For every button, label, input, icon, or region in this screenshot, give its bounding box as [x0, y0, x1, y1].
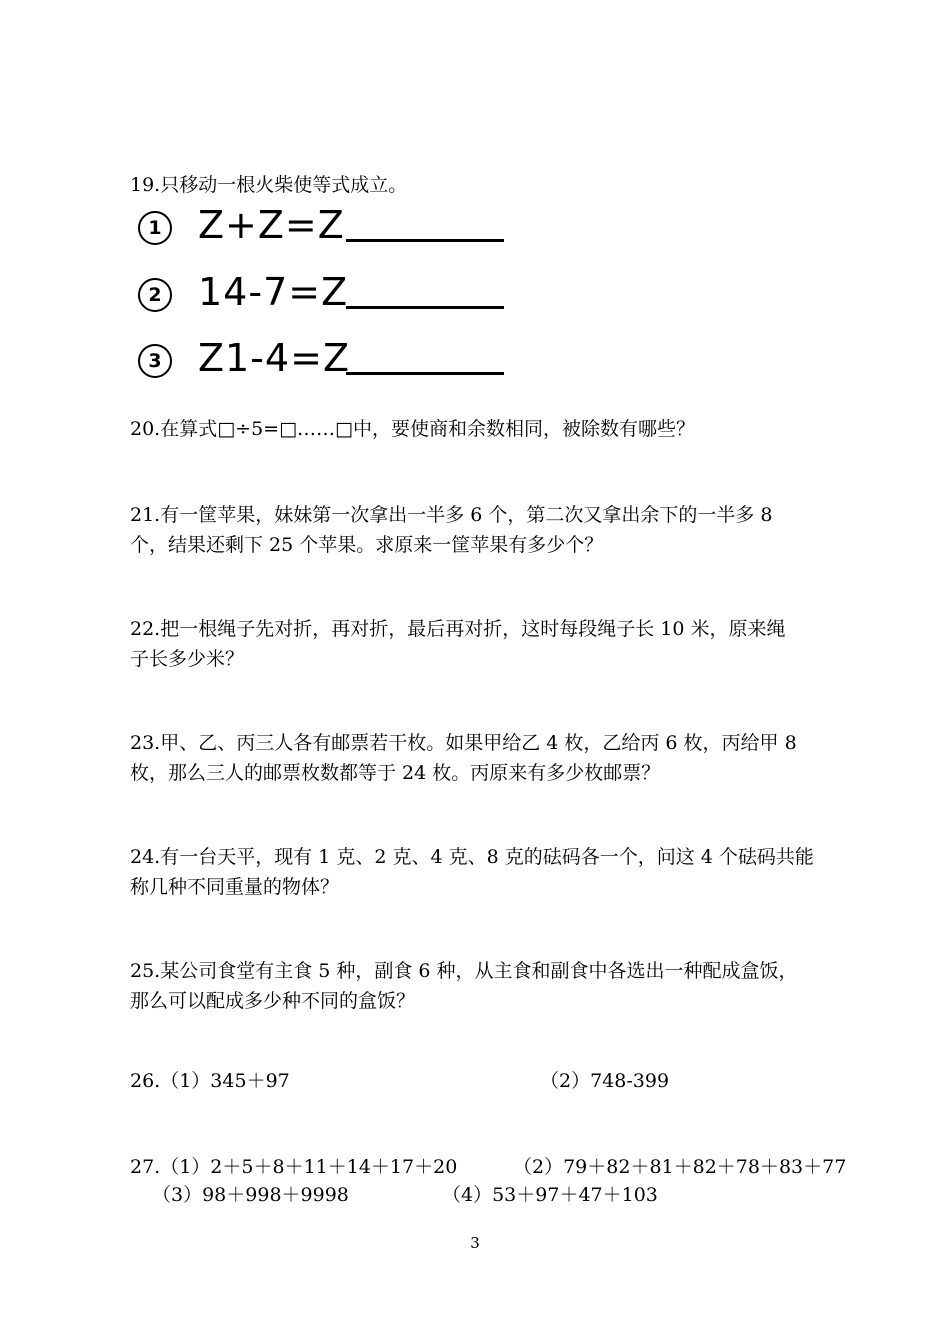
matchstick-equation-3 [132, 336, 532, 392]
q27-part3: （3）98＋998＋9998 [152, 1184, 349, 1206]
page-number: 3 [470, 1234, 480, 1252]
q19-title: 19.只移动一根火柴使等式成立。 [130, 174, 408, 196]
q21-line2: 个，结果还剩下 25 个苹果。求原来一筐苹果有多少个？ [130, 534, 604, 556]
q25-line2: 那么可以配成多少种不同的盒饭？ [130, 990, 416, 1012]
matchstick-equation: 14-7=Z [198, 270, 349, 314]
circled-number: 1 [138, 211, 172, 245]
q21-line1: 21.有一筐苹果，妹妹第一次拿出一半多 6 个，第二次又拿出余下的一半多 8 [130, 504, 773, 526]
matchstick-equation-2 [132, 270, 532, 326]
answer-blank [346, 239, 504, 242]
circled-number: 3 [138, 344, 172, 378]
q22-line2: 子长多少米？ [130, 648, 245, 670]
answer-blank [346, 306, 504, 309]
q20: 20.在算式□÷5=□……□中，要使商和余数相同，被除数有哪些？ [130, 418, 696, 440]
q23-line1: 23.甲、乙、丙三人各有邮票若干枚。如果甲给乙 4 枚，乙给丙 6 枚，丙给甲 8 [130, 732, 797, 754]
q23-line2: 枚，那么三人的邮票枚数都等于 24 枚。丙原来有多少枚邮票？ [130, 762, 661, 784]
q27-part1: 27.（1）2＋5＋8＋11＋14＋17＋20 [130, 1156, 458, 1178]
q26-part1: 26.（1）345＋97 [130, 1070, 290, 1092]
circled-number: 2 [138, 278, 172, 312]
answer-blank [346, 372, 504, 375]
q22-line1: 22.把一根绳子先对折，再对折，最后再对折，这时每段绳子长 10 米，原来绳 [130, 618, 786, 640]
matchstick-equation: Z+Z=Z [198, 203, 345, 247]
q27-part2: （2）79＋82＋81＋82＋78＋83＋77 [513, 1156, 847, 1178]
matchstick-equation-1 [132, 203, 532, 259]
q24-line1: 24.有一台天平，现有 1 克、2 克、4 克、8 克的砝码各一个，问这 4 个砝码共能 [130, 846, 814, 868]
q25-line1: 25.某公司食堂有主食 5 种，副食 6 种，从主食和副食中各选出一种配成盒饭， [130, 960, 798, 982]
q26-part2: （2）748-399 [540, 1070, 670, 1092]
matchstick-equation: Z1-4=Z [198, 336, 350, 380]
q24-line2: 称几种不同重量的物体？ [130, 876, 340, 898]
q27-part4: （4）53＋97＋47＋103 [442, 1184, 658, 1206]
